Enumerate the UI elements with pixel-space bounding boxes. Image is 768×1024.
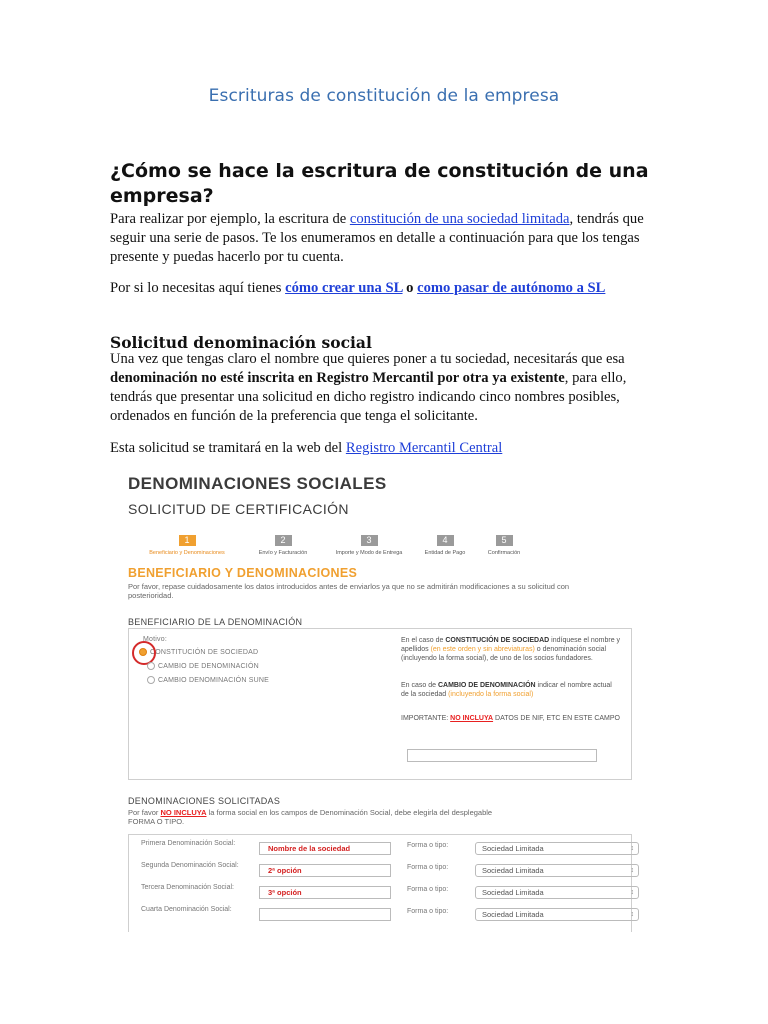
screenshot-subtitle: SOLICITUD DE CERTIFICACIÓN — [128, 501, 349, 517]
forma-label: Forma o tipo: — [407, 842, 449, 849]
document-title: Escrituras de constitución de la empresa — [208, 86, 560, 106]
section-beneficiario-title: BENEFICIARIO Y DENOMINACIONES — [128, 566, 358, 580]
forma-select[interactable]: Sociedad Limitada ↕ — [475, 908, 639, 921]
note-text: la forma social en los campos de Denominación Social, debe elegirla del desplegable FORMA O TIPO. — [128, 808, 493, 826]
info-bold: CONSTITUCIÓN DE SOCIEDAD — [445, 637, 550, 644]
denominacion-bold: denominación no esté inscrita en Registro Mercantil por otra ya existente — [110, 370, 565, 386]
info-text: o denominación social (incluyendo la forma social), de uno de los socios fundadores. — [401, 646, 607, 662]
beneficiario-box — [128, 628, 632, 780]
step-5 — [476, 530, 532, 556]
links-or: o — [402, 280, 418, 296]
table-row — [135, 883, 635, 905]
link-constitucion-sl[interactable]: constitución de una sociedad limitada — [349, 211, 570, 227]
paragraph-intro — [110, 210, 670, 267]
denominacion-input[interactable]: 3ª opción — [259, 886, 391, 899]
denominacion-input[interactable]: 2ª opción — [259, 864, 391, 877]
section-beneficiario-note: Por favor, repase cuidadosamente los datos introducidos antes de enviarlos ya que no se admitirán modificaciones a su solicitud con posterioridad. — [128, 582, 570, 600]
step-label: Beneficiario y Denominaciones — [149, 550, 225, 556]
radio-icon[interactable] — [147, 676, 155, 684]
info-orange: (incluyendo la forma social) — [448, 691, 534, 698]
screenshot-title: DENOMINACIONES SOCIALES — [128, 474, 387, 493]
forma-select[interactable]: Sociedad Limitada ↕ — [475, 886, 639, 899]
option-constitucion[interactable] — [139, 648, 258, 656]
step-bar — [128, 530, 548, 560]
step-4 — [415, 530, 475, 556]
info-text: indicar el nombre actual de la sociedad — [401, 682, 612, 698]
row-label: Primera Denominación Social: — [141, 840, 236, 847]
paragraph-denominacion — [110, 350, 670, 426]
denominacion-text: Una vez que tengas claro el nombre que quieres poner a tu sociedad, necesitarás que esa — [110, 351, 625, 367]
step-label: Importe y Modo de Entrega — [335, 550, 403, 556]
link-registro-mercantil[interactable]: Registro Mercantil Central — [345, 440, 503, 456]
table-row — [135, 861, 635, 883]
step-number: 2 — [275, 535, 292, 546]
beneficiario-input[interactable] — [407, 749, 597, 762]
denominaciones-box — [128, 834, 632, 932]
row-label: Cuarta Denominación Social: — [141, 906, 232, 913]
denominacion-input[interactable]: Nombre de la sociedad — [259, 842, 391, 855]
step-2 — [243, 530, 323, 556]
note-red: NO INCLUYA — [160, 808, 207, 817]
option-label: CAMBIO DENOMINACIÓN SUNE — [158, 676, 269, 684]
table-row — [135, 905, 635, 927]
step-label: Envío y Facturación — [258, 550, 308, 556]
forma-select[interactable]: Sociedad Limitada ↕ — [475, 864, 639, 877]
row-label: Tercera Denominación Social: — [141, 884, 234, 891]
intro-text-cont: , tendrás que seguir una serie de pasos. Te los enumeramos en detalle a continuación para que los tengas presente y puedas hacerlo por tu cuenta. — [110, 211, 644, 265]
denominacion-text-cont: , para ello, tendrás que presentar una solicitud en dicho registro indicando cinco nombres posibles, ordenados en función de la preferencia que tenga el solicitante. — [110, 370, 627, 424]
info-importante — [401, 714, 621, 723]
forma-label: Forma o tipo: — [407, 864, 449, 871]
step-number: 5 — [496, 535, 513, 546]
info-orange: (en este orden y sin abreviaturas) — [430, 646, 535, 653]
forma-label: Forma o tipo: — [407, 886, 449, 893]
step-number: 4 — [437, 535, 454, 546]
motivo-label: Motivo: — [143, 636, 167, 643]
paragraph-links — [110, 279, 670, 298]
step-1 — [128, 530, 246, 556]
option-cambio[interactable] — [147, 662, 259, 670]
radio-icon[interactable] — [147, 662, 155, 670]
info-constitucion — [401, 636, 621, 663]
link-crear-sl[interactable]: cómo crear una SL — [285, 280, 403, 296]
info-text: DATOS DE NIF, ETC EN ESTE CAMPO — [493, 715, 620, 722]
section-heading: Solicitud denominación social — [110, 333, 372, 352]
info-text: En el caso de — [401, 637, 446, 644]
main-heading: ¿Cómo se hace la escritura de constitución de una empresa? — [110, 160, 649, 207]
step-label: Entidad de Pago — [424, 550, 466, 556]
denominaciones-heading: DENOMINACIONES SOLICITADAS — [128, 796, 281, 806]
step-number: 3 — [361, 535, 378, 546]
links-text: Por si lo necesitas aquí tienes — [110, 280, 286, 296]
option-label: CAMBIO DE DENOMINACIÓN — [158, 662, 259, 670]
note-text: Por favor — [128, 808, 161, 817]
paragraph-registro — [110, 439, 670, 458]
info-red: NO INCLUYA — [450, 715, 494, 722]
option-label: CONSTITUCIÓN DE SOCIEDAD — [150, 648, 259, 656]
row-label: Segunda Denominación Social: — [141, 862, 239, 869]
intro-text: Para realizar por ejemplo, la escritura de — [110, 211, 350, 227]
registro-text: Esta solicitud se tramitará en la web del — [110, 440, 346, 456]
beneficiario-heading: BENEFICIARIO DE LA DENOMINACIÓN — [128, 617, 303, 627]
table-row — [135, 839, 635, 861]
step-3 — [323, 530, 415, 556]
step-number: 1 — [179, 535, 196, 546]
denominaciones-note — [128, 808, 508, 826]
info-bold: CAMBIO DE DENOMINACIÓN — [437, 682, 536, 689]
info-text: IMPORTANTE: — [401, 715, 451, 722]
step-label: Confirmación — [487, 550, 521, 556]
info-text: indíquese el nombre y apellidos — [401, 637, 621, 653]
option-sune[interactable] — [147, 676, 269, 684]
info-text: En caso de — [401, 682, 438, 689]
forma-select[interactable]: Sociedad Limitada ↕ — [475, 842, 639, 855]
forma-label: Forma o tipo: — [407, 908, 449, 915]
info-cambio — [401, 681, 621, 699]
form-screenshot — [124, 468, 648, 932]
denominacion-input[interactable] — [259, 908, 391, 921]
link-autonomo-sl[interactable]: como pasar de autónomo a SL — [417, 280, 606, 296]
